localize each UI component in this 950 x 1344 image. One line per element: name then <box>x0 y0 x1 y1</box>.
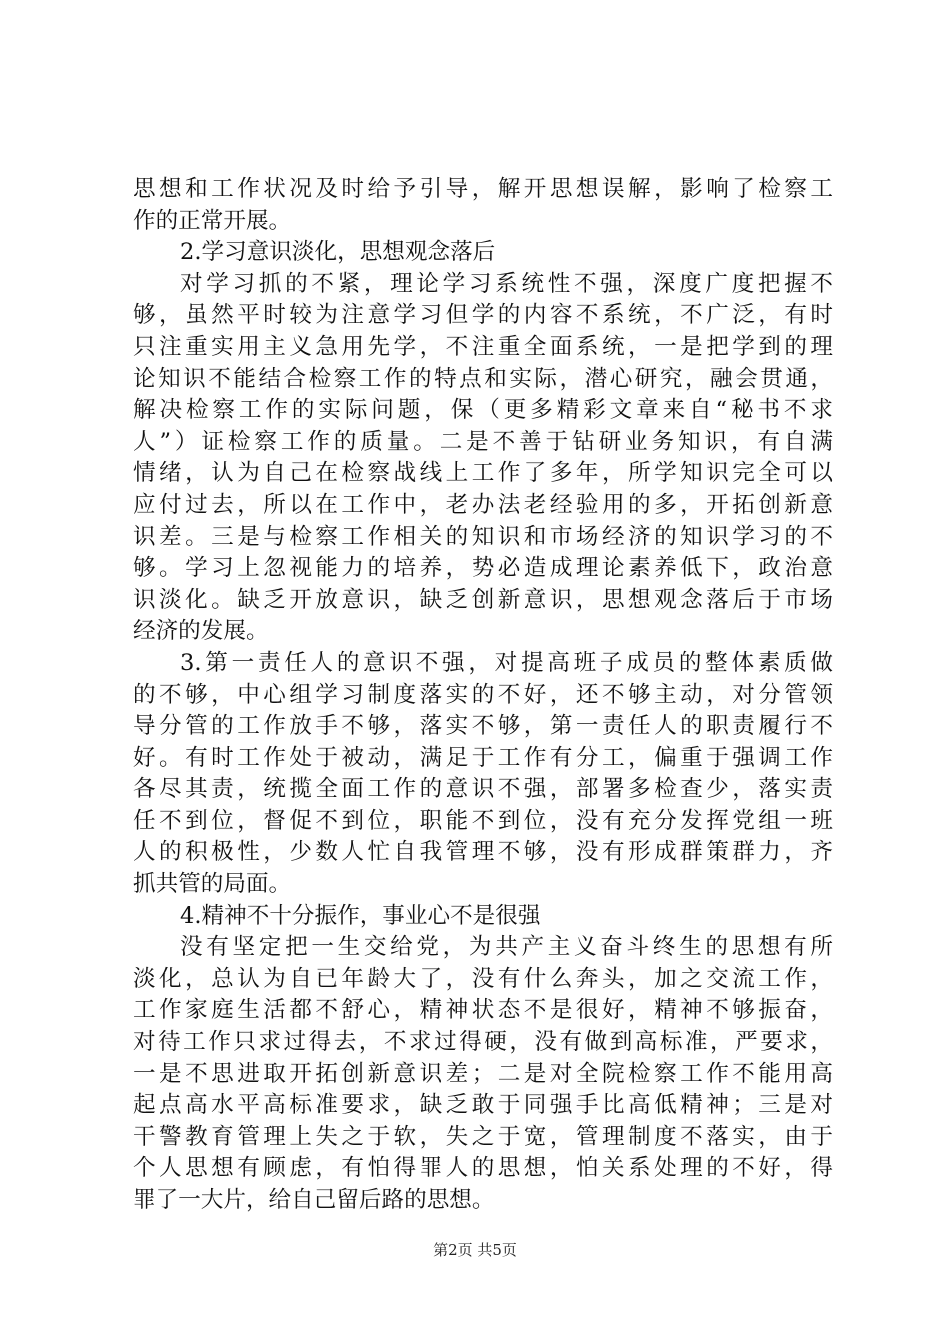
body-text-line: 思想和工作状况及时给予引导，解开思想误解，影响了检察工 <box>133 176 833 202</box>
body-text-line: 情绪，认为自己在检察战线上工作了多年，所学知识完全可以 <box>133 460 833 487</box>
body-text-line: 够。学习上忽视能力的培养，势必造成理论素养低下，政治意 <box>133 555 833 582</box>
body-text-line: 好。有时工作处于被动，满足于工作有分工，偏重于强调工作 <box>133 744 833 771</box>
body-text-line: 解决检察工作的实际问题，保（更多精彩文章来自“秘书不求 <box>133 397 833 424</box>
body-text-line: 人”）证检察工作的质量。二是不善于钻研业务知识，有自满 <box>133 428 833 455</box>
body-text-line: 没有坚定把一生交给党，为共产主义奋斗终生的思想有所 <box>180 934 833 961</box>
body-text-line: 一是不思进取开拓创新意识差；二是对全院检察工作不能用高 <box>133 1060 833 1087</box>
body-text-line: 作的正常开展。 <box>133 207 292 234</box>
body-text-line: 对学习抓的不紧，理论学习系统性不强，深度广度把握不 <box>180 270 833 297</box>
body-text-line: 经济的发展。 <box>133 618 269 645</box>
body-text-line: 对待工作只求过得去，不求过得硬，没有做到高标准，严要求， <box>133 1029 833 1056</box>
body-text-line: 工作家庭生活都不舒心，精神状态不是很好，精神不够振奋， <box>133 997 833 1024</box>
section-heading: 2.学习意识淡化，思想观念落后 <box>180 239 496 266</box>
body-text-line: 任不到位，督促不到位，职能不到位，没有充分发挥党组一班 <box>133 807 833 834</box>
body-text-line: 起点高水平高标准要求，缺乏敢于同强手比高低精神；三是对 <box>133 1092 833 1119</box>
section-heading: 4.精神不十分振作，事业心不是很强 <box>180 902 541 929</box>
body-text-line: 够，虽然平时较为注意学习但学的内容不系统，不广泛，有时 <box>133 302 833 329</box>
body-text-line: 淡化，总认为自已年龄大了，没有什么奔头，加之交流工作， <box>133 965 833 992</box>
page-footer: 第2页 共5页 <box>433 1241 517 1259</box>
body-text-line: 抓共管的局面。 <box>133 871 292 898</box>
body-text-line: 个人思想有顾虑，有怕得罪人的思想，怕关系处理的不好，得 <box>133 1155 833 1182</box>
body-text-line: 罪了一大片，给自己留后路的思想。 <box>133 1187 495 1213</box>
body-text-line: 应付过去，所以在工作中，老办法老经验用的多，开拓创新意 <box>133 491 833 518</box>
body-text-line: 人的积极性，少数人忙自我管理不够，没有形成群策群力，齐 <box>133 839 833 866</box>
body-text-line: 的不够，中心组学习制度落实的不好，还不够主动，对分管领 <box>133 681 833 708</box>
body-text-line: 3.第一责任人的意识不强，对提高班子成员的整体素质做 <box>180 649 833 676</box>
body-text-line: 导分管的工作放手不够，落实不够，第一责任人的职责履行不 <box>133 713 833 740</box>
body-text-line: 识差。三是与检察工作相关的知识和市场经济的知识学习的不 <box>133 523 833 550</box>
body-text-line: 论知识不能结合检察工作的特点和实际，潜心研究，融会贯通， <box>133 365 833 392</box>
body-text-line: 只注重实用主义急用先学，不注重全面系统，一是把学到的理 <box>133 333 833 360</box>
body-text-line: 各尽其责，统揽全面工作的意识不强，部署多检查少，落实责 <box>133 776 833 803</box>
document-body <box>133 174 833 1217</box>
body-text-line: 识淡化。缺乏开放意识，缺乏创新意识，思想观念落后于市场 <box>133 586 833 613</box>
body-text-line: 干警教育管理上失之于软，失之于宽，管理制度不落实，由于 <box>133 1123 833 1150</box>
